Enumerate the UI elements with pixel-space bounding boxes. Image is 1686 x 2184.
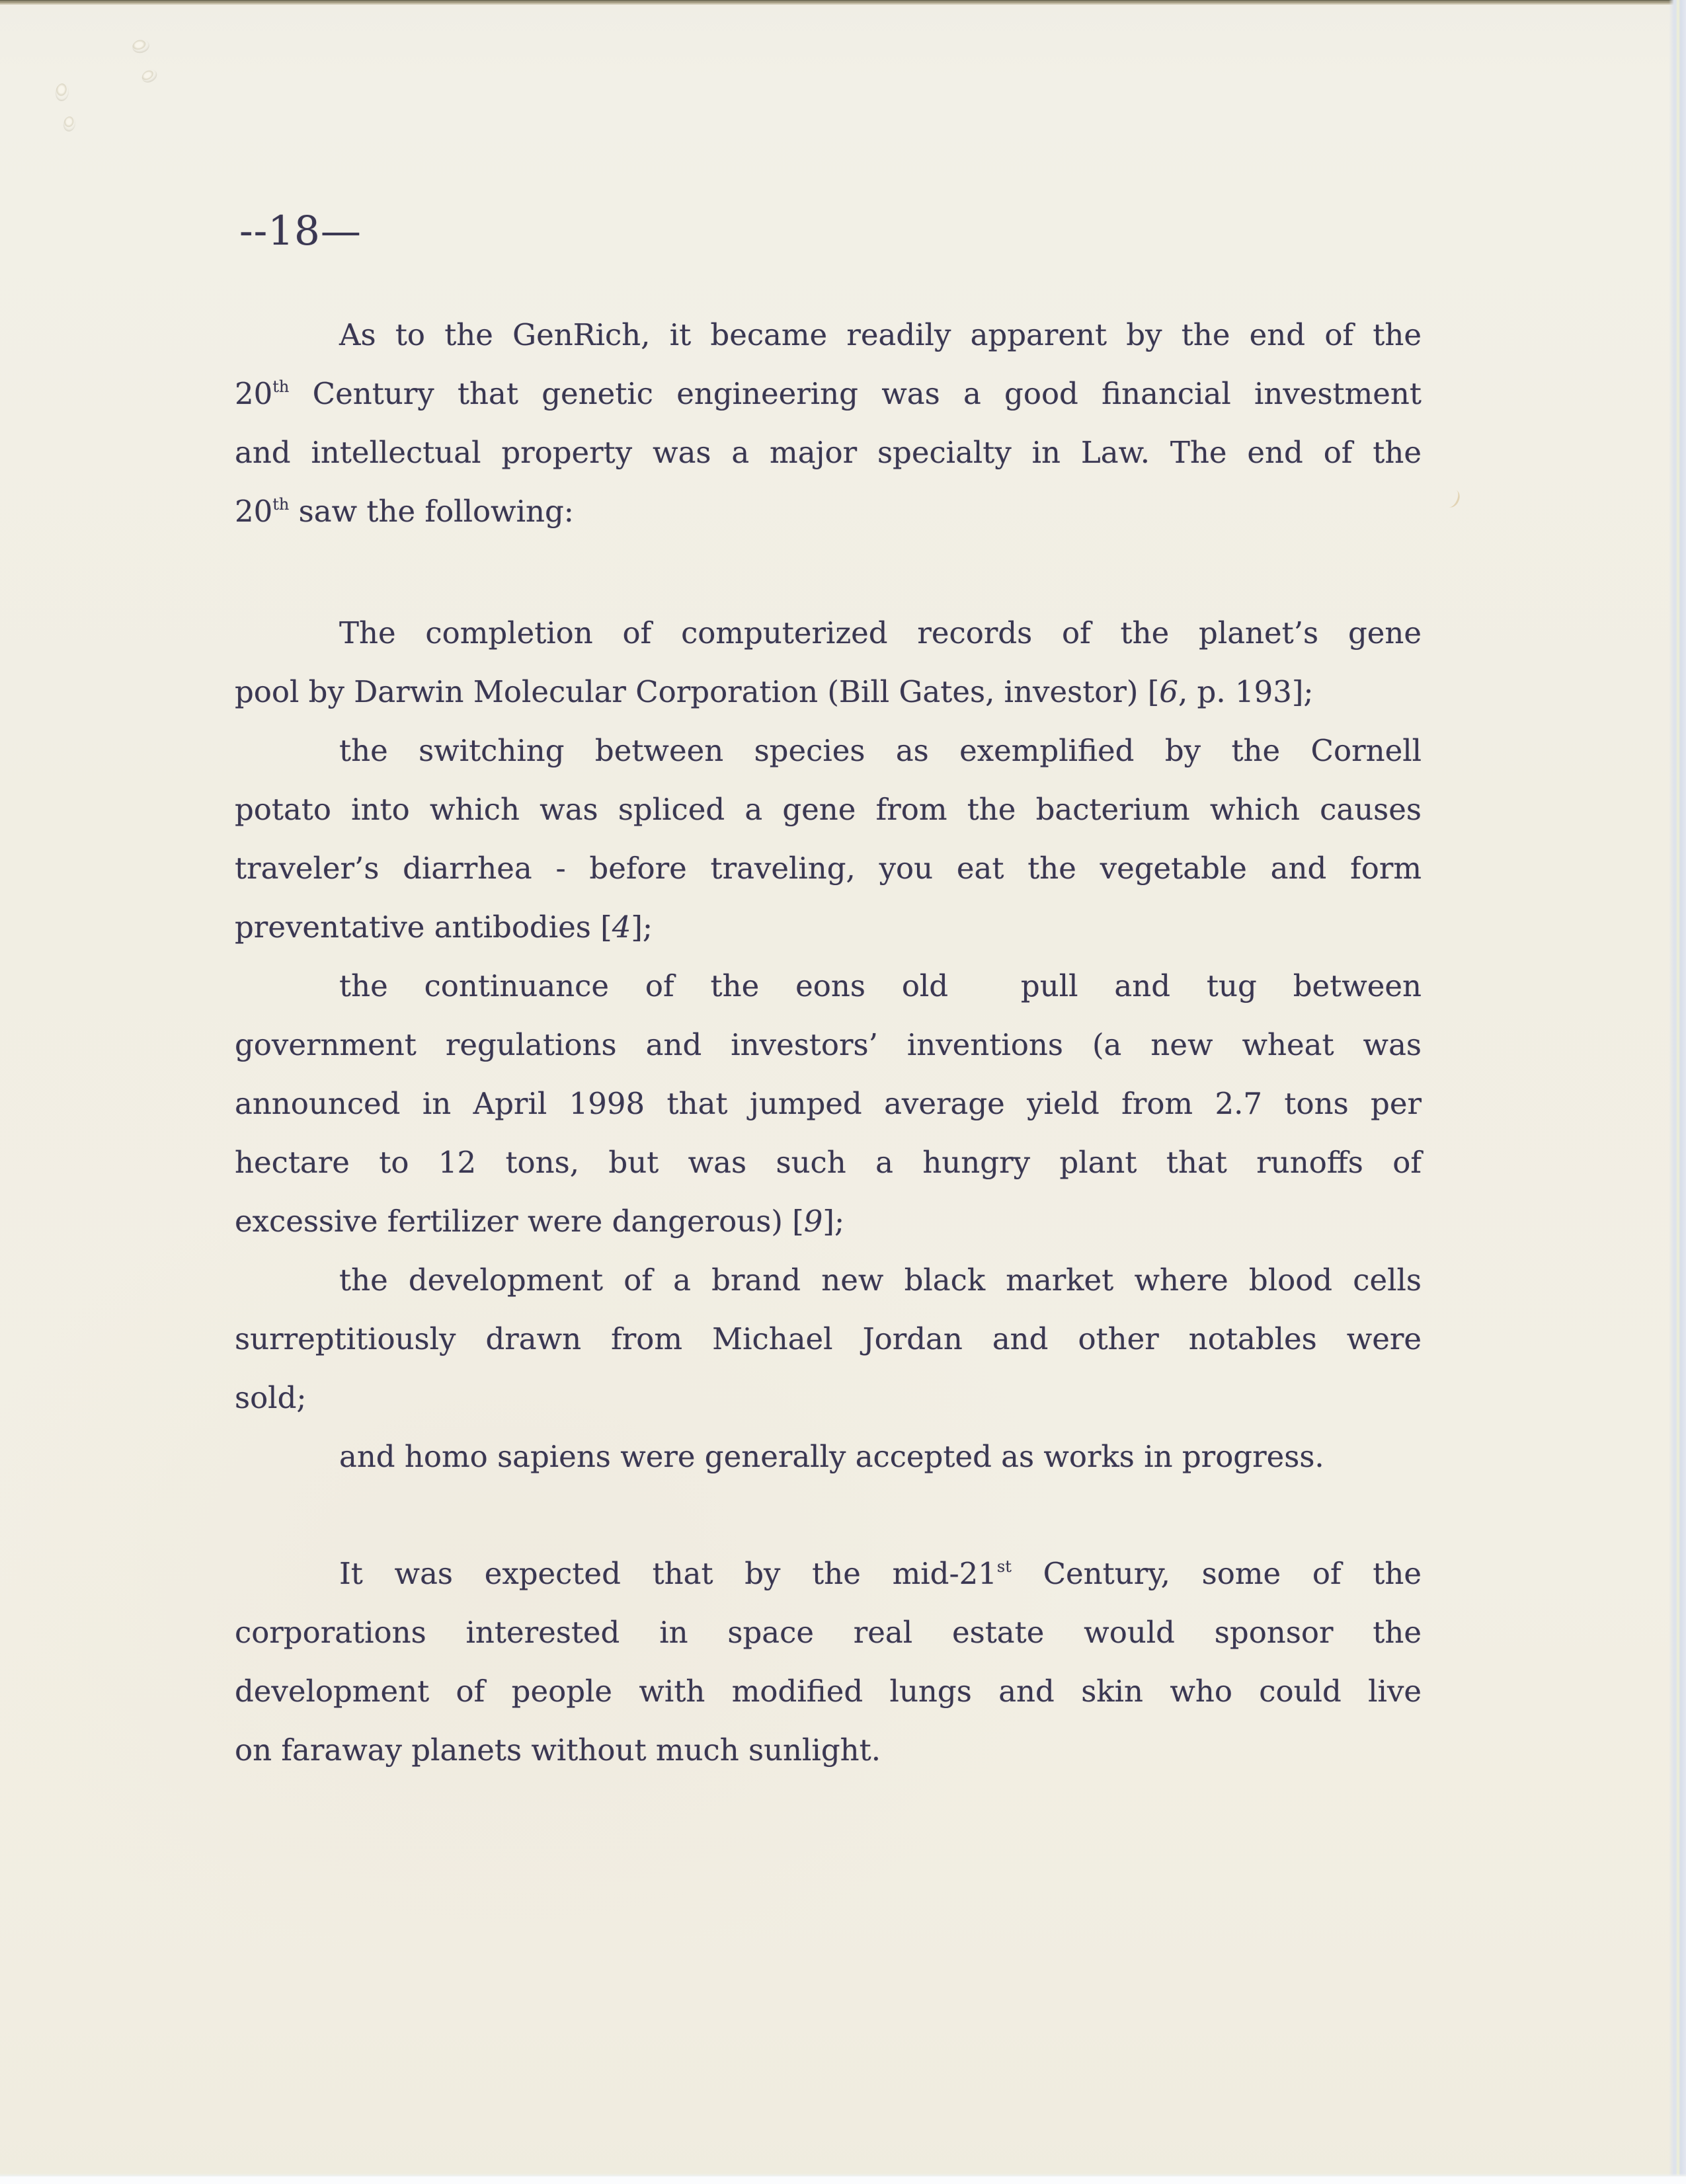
document-body xyxy=(235,305,1422,1779)
text-line: on faraway planets without much sunlight. xyxy=(235,1733,881,1768)
text-line: the development of a brand new black market where blood cells xyxy=(339,1263,1422,1298)
text-line: and intellectual property was a major specialty in Law. The end of the xyxy=(235,435,1422,470)
text-line: hectare to 12 tons, but was such a hungry plant that runoffs of xyxy=(235,1145,1422,1180)
text-line: development of people with modified lungs and skin who could live xyxy=(235,1674,1422,1709)
text-line: preventative antibodies [4]; xyxy=(235,910,653,945)
text-line: pool by Darwin Molecular Corporation (Bill Gates, investor) [6, p. 193]; xyxy=(235,674,1314,709)
text-line: 20th saw the following: xyxy=(235,494,574,529)
text-line: traveler’s diarrhea - before traveling, you eat the vegetable and form xyxy=(235,851,1422,886)
text-line: and homo sapiens were generally accepted as works in progress. xyxy=(339,1439,1324,1474)
text-line: surreptitiously drawn from Michael Jordan and other notables were xyxy=(235,1321,1422,1356)
text-line: announced in April 1998 that jumped average yield from 2.7 tons per xyxy=(235,1086,1422,1121)
text-line: the switching between species as exemplified by the Cornell xyxy=(339,733,1422,768)
text-line: government regulations and investors’ inventions (a new wheat was xyxy=(235,1027,1422,1062)
paper-speck xyxy=(62,115,77,132)
text-line: The completion of computerized records of the planet’s gene xyxy=(339,615,1422,650)
paper-speck xyxy=(131,38,151,55)
text-line: corporations interested in space real estate would sponsor the xyxy=(235,1615,1422,1650)
paragraph-gap xyxy=(235,1486,1422,1544)
text-line: excessive fertilizer were dangerous) [9]; xyxy=(235,1204,845,1239)
paper-speck xyxy=(140,67,159,85)
text-line: 20th Century that genetic engineering was a good financial investment xyxy=(235,376,1422,411)
text-line: potato into which was spliced a gene from the bacterium which causes xyxy=(235,792,1422,827)
text-line: sold; xyxy=(235,1380,307,1415)
page-number: --18— xyxy=(239,208,362,254)
scan-edge-top xyxy=(0,0,1686,5)
scan-edge-right xyxy=(1669,0,1686,2184)
scan-edge-bottom xyxy=(0,2173,1686,2184)
paper-crease xyxy=(1442,487,1463,510)
text-line: It was expected that by the mid-21st Century, some of the xyxy=(339,1556,1422,1591)
text-line: As to the GenRich, it became readily apparent by the end of the xyxy=(339,317,1422,352)
text-line: the continuance of the eons old pull and tug between xyxy=(339,968,1422,1003)
paper-speck xyxy=(54,83,70,102)
paragraph-gap xyxy=(235,541,1422,604)
